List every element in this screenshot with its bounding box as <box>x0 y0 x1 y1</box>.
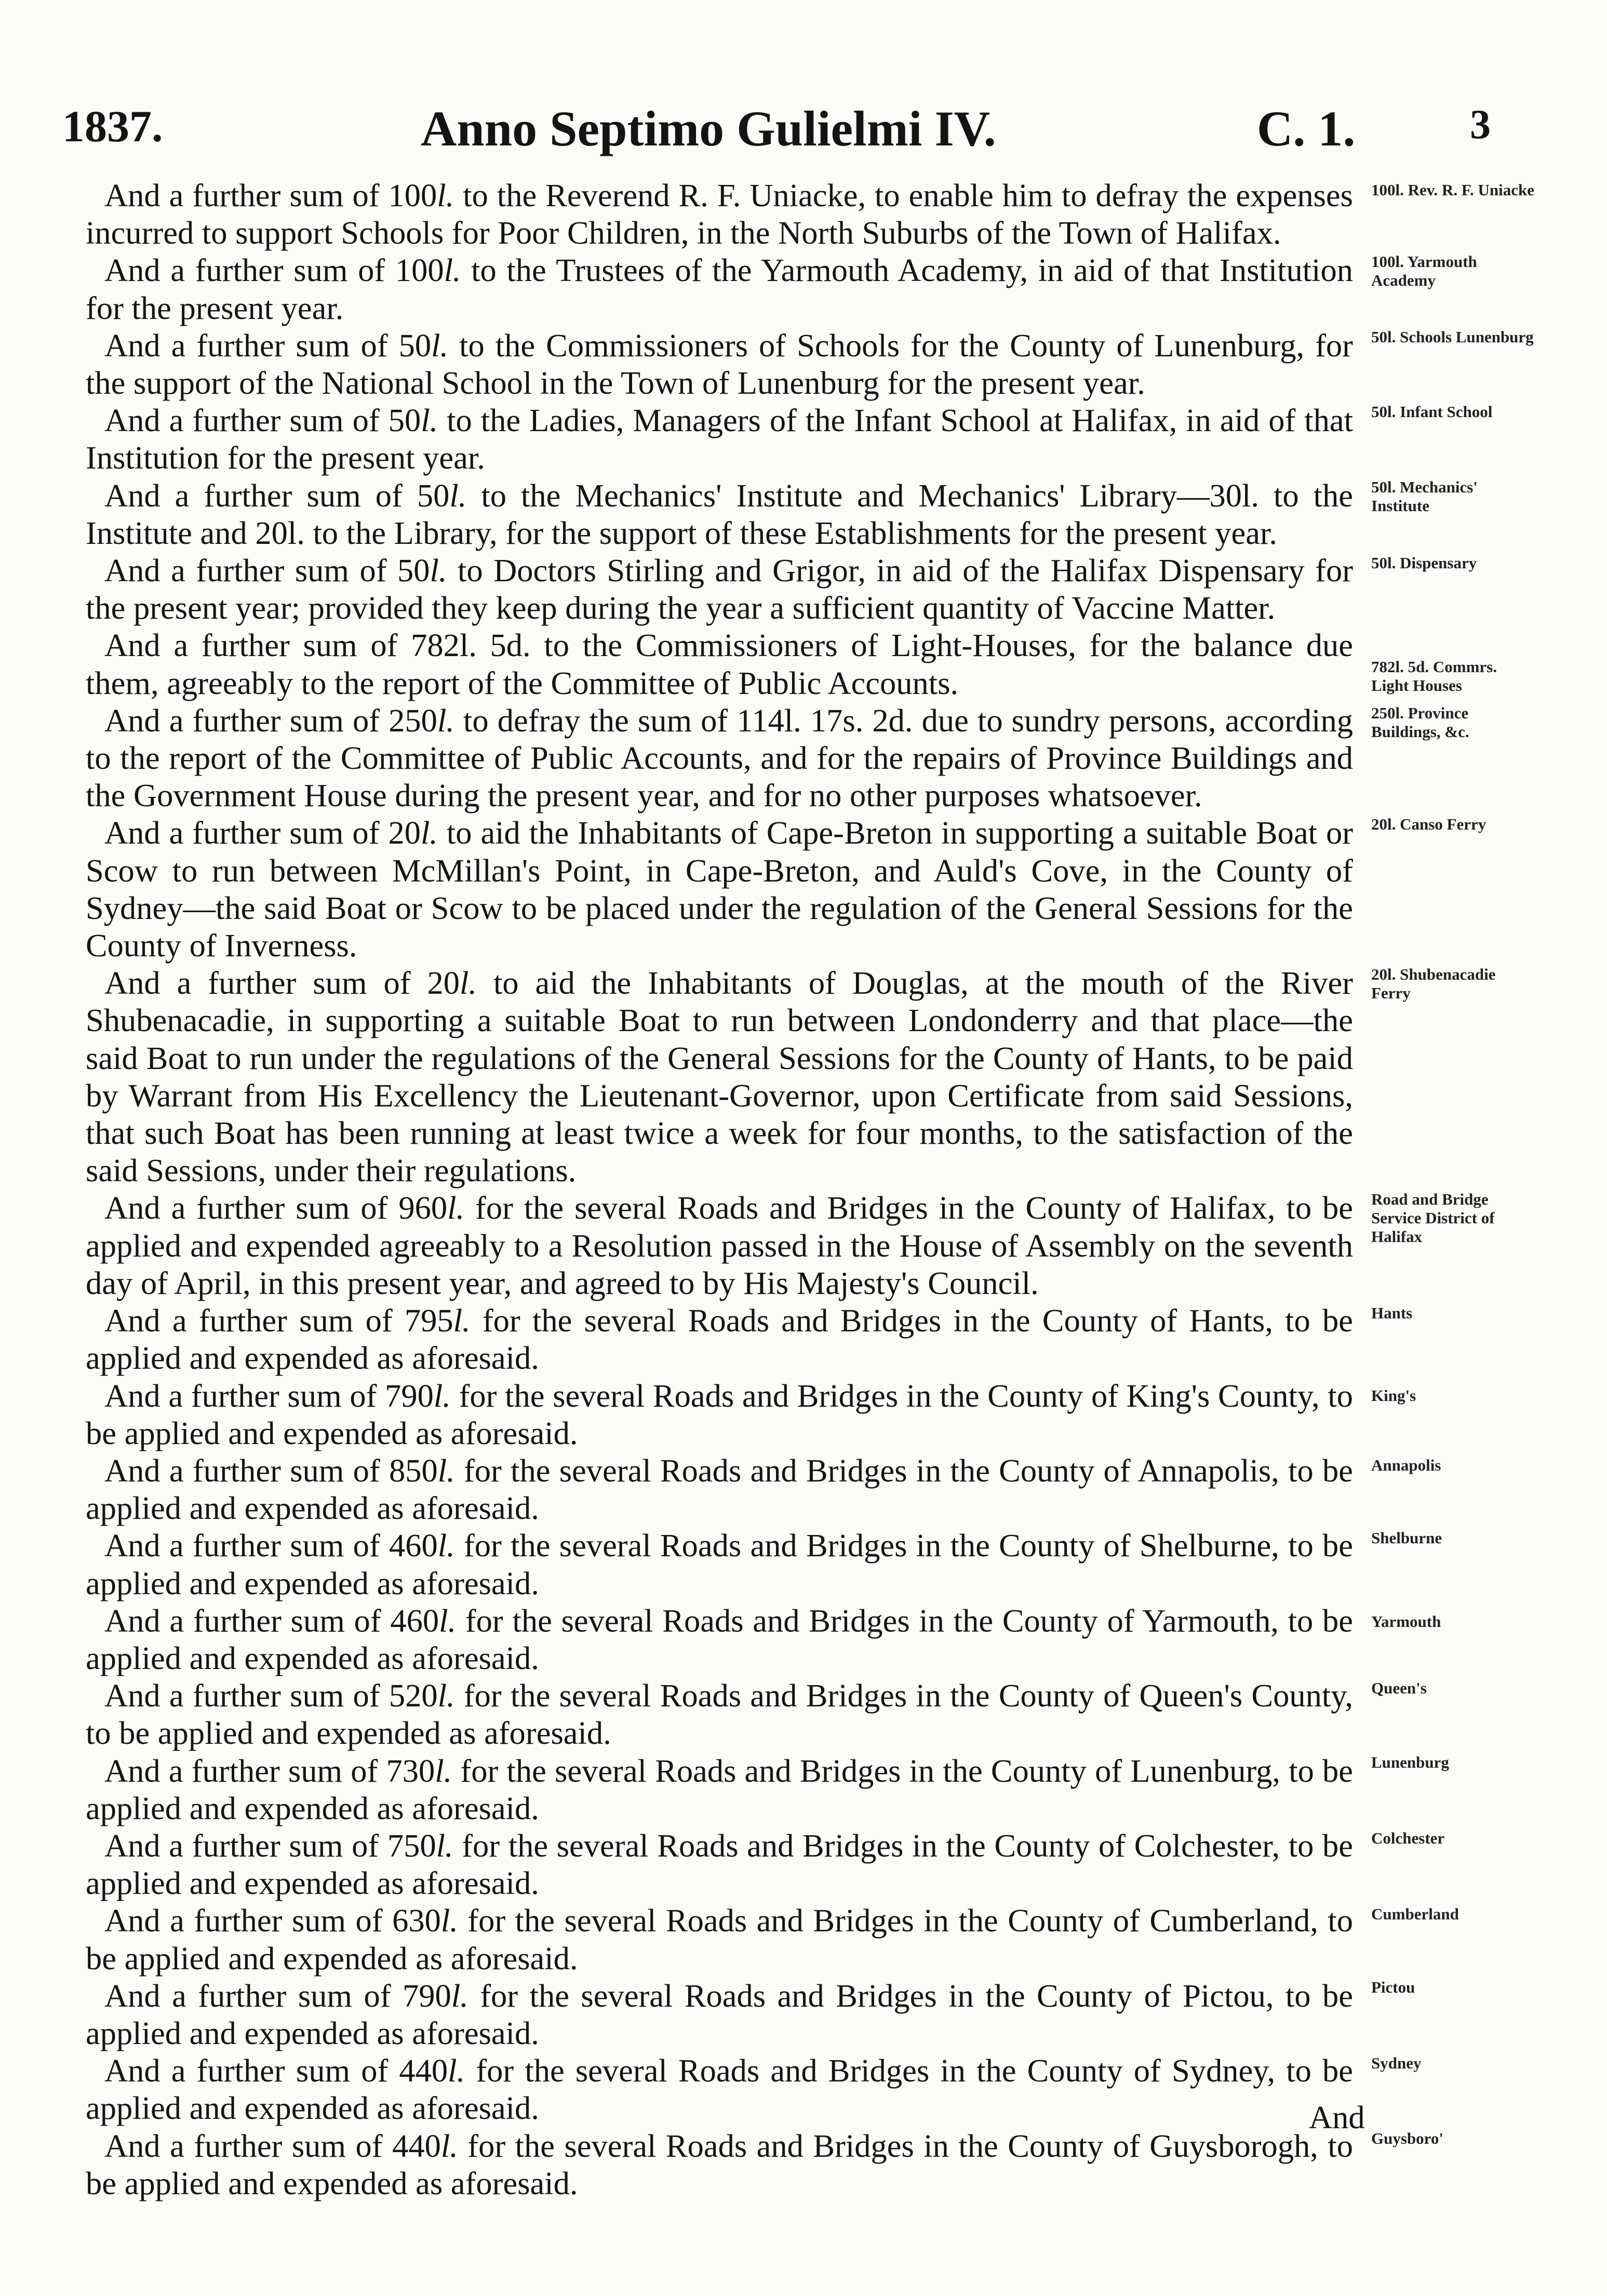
paragraph-lead: And a further sum of <box>104 815 389 851</box>
paragraph-text: for the several Roads and Bridges in the County of Cumberland, to be applied and expended as aforesaid. <box>86 1902 1354 1977</box>
pound-sign: l. <box>437 702 454 739</box>
sum-amount: 730 <box>386 1752 435 1789</box>
paragraph-text: to the Trustees of the Yarmouth Academy, in aid of that Institution for the present year. <box>86 252 1354 326</box>
margin-note: 100l. Rev. R. F. Uniacke <box>1371 181 1535 199</box>
paragraph-lead: And a further sum of <box>104 477 417 514</box>
paragraph <box>86 327 1353 402</box>
pound-sign: l. <box>451 1977 468 2014</box>
statute-body <box>86 177 1353 2202</box>
pound-sign: l. <box>440 1902 458 1939</box>
sum-amount: 20 <box>388 815 421 851</box>
paragraph-text: for the several Roads and Bridges in the County of Pictou, to be applied and expended as aforesaid. <box>86 1977 1354 2051</box>
paragraph-lead: And a further sum of <box>104 1452 389 1489</box>
header-title: Anno Septimo Gulielmi IV. <box>421 101 996 156</box>
margin-note: Road and Bridge Service District of Halifax <box>1371 1190 1495 1246</box>
paragraph-text: for the several Roads and Bridges in the County of Annapolis, to be applied and expended as aforesaid. <box>86 1452 1353 1527</box>
header-year: 1837. <box>62 101 163 151</box>
sum-amount: 790 <box>403 1977 451 2014</box>
margin-note: Guysboro' <box>1371 2129 1443 2147</box>
paragraph-text: to the Mechanics' Institute and Mechanics' Library—30l. to the Institute and 20l. to the Library, for the support of these Establishments for the present year. <box>86 477 1353 551</box>
paragraph-lead: And a further sum of <box>104 1190 399 1226</box>
margin-note: 50l. Mechanics' Institute <box>1371 478 1478 515</box>
pound-sign: l. <box>437 1452 455 1489</box>
sum-amount: 50 <box>398 327 432 364</box>
margin-note: King's <box>1371 1386 1416 1405</box>
pound-sign: l. <box>436 1827 453 1864</box>
margin-note: 50l. Schools Lunenburg <box>1371 328 1534 346</box>
paragraph <box>86 1827 1353 1902</box>
paragraph-lead: And a further sum of <box>104 965 427 1002</box>
paragraph <box>86 1527 1353 1601</box>
margin-note: 50l. Infant School <box>1371 403 1493 421</box>
paragraph <box>86 1452 1353 1527</box>
paragraph <box>86 402 1353 476</box>
sum-amount: 440 <box>392 2127 441 2164</box>
pound-sign: l. <box>444 252 461 289</box>
paragraph <box>86 1977 1353 2052</box>
paragraph <box>86 814 1353 964</box>
paragraph-lead: And a further sum of <box>104 177 389 213</box>
paragraph-text: to the Commissioners of Light-Houses, for the balance due them, agreeably to the report of the Committee of Public Accounts. <box>86 627 1353 701</box>
paragraph-lead: And a further sum of <box>104 1677 389 1714</box>
header-chapter: C. 1. <box>1257 101 1356 156</box>
paragraph <box>86 702 1353 815</box>
paragraph-lead: And a further sum of <box>104 627 411 664</box>
sum-amount: 440 <box>399 2052 448 2089</box>
paragraph-lead: And a further sum of <box>104 702 389 739</box>
margin-note: 100l. Yarmouth Academy <box>1371 252 1477 289</box>
sum-amount: 100 <box>395 252 444 289</box>
pound-sign: l. <box>437 1527 455 1564</box>
paragraph-lead: And a further sum of <box>104 1602 391 1639</box>
paragraph <box>86 477 1353 552</box>
sum-amount: 630 <box>392 1902 441 1939</box>
pound-sign: l. <box>448 2052 465 2089</box>
paragraph-text: to the Reverend R. F. Uniacke, to enable him to defray the expenses incurred to support Schools for Poor Children, in the North Suburbs of the Town of Halifax. <box>86 177 1353 251</box>
margin-note: 250l. Province Buildings, &c. <box>1371 704 1469 741</box>
margin-note: Cumberland <box>1371 1905 1459 1923</box>
margin-note: Queen's <box>1371 1679 1427 1697</box>
margin-note: Shelburne <box>1371 1529 1442 1547</box>
margin-note: Annapolis <box>1371 1456 1441 1474</box>
paragraph-text: for the several Roads and Bridges in the County of Lunenburg, to be applied and expended as aforesaid. <box>86 1752 1353 1826</box>
paragraph-lead: And a further sum of <box>104 552 398 589</box>
paragraph-text: for the several Roads and Bridges in the County of Hants, to be applied and expended as aforesaid. <box>86 1302 1353 1377</box>
pound-sign: l. <box>431 327 449 364</box>
sum-amount: 250 <box>389 702 437 739</box>
sum-amount: 50 <box>417 477 450 514</box>
sum-amount: 520 <box>389 1677 438 1714</box>
paragraph <box>86 2127 1353 2202</box>
margin-note: Colchester <box>1371 1829 1445 1847</box>
paragraph <box>86 964 1353 1189</box>
paragraph-lead: And a further sum of <box>104 2127 393 2164</box>
paragraph-text: for the several Roads and Bridges in the County of Shelburne, to be applied and expended as aforesaid. <box>86 1527 1353 1601</box>
paragraph-text: to aid the Inhabitants of Douglas, at the mouth of the River Shubenacadie, in supporting a suitable Boat to run between Londonderry and that place—the said Boat to run under the regulations of the General Sessions for the County of Hants, to be paid by Warrant from His Excellency the Lieutenant-Governor, upon Certificate from said Sessions, that such Boat has been running at least twice a week for four months, to the satisfaction of the said Sessions, under their regulations. <box>86 965 1354 1189</box>
sum-amount: 100 <box>388 177 437 213</box>
margin-note: 782l. 5d. Commrs. Light Houses <box>1371 658 1497 695</box>
sum-amount: 795 <box>404 1302 453 1339</box>
paragraph-lead: And a further sum of <box>104 1902 393 1939</box>
paragraph <box>86 1302 1353 1377</box>
pound-sign: l. <box>421 402 438 439</box>
sum-amount: 50 <box>397 552 430 589</box>
paragraph-lead: And a further sum of <box>104 1827 387 1864</box>
header-page-number: 3 <box>1470 102 1491 148</box>
paragraph <box>86 1677 1353 1752</box>
margin-note: 20l. Canso Ferry <box>1371 815 1487 833</box>
paragraph-text: for the several Roads and Bridges in the County of King's County, to be applied and expended as aforesaid. <box>86 1377 1353 1451</box>
pound-sign: l. <box>437 1677 455 1714</box>
paragraph <box>86 1902 1353 1977</box>
pound-sign: l. <box>437 177 454 213</box>
paragraph-lead: And a further sum of <box>104 1302 405 1339</box>
paragraph-lead: And a further sum of <box>104 1977 403 2014</box>
pound-sign: l. <box>430 552 447 589</box>
paragraph-text: to aid the Inhabitants of Cape-Breton in supporting a suitable Boat or Scow to run between McMillan's Point, in Cape-Breton, and Auld's Cove, in the County of Sydney—the said Boat or Scow to be placed under the regulation of the General Sessions for the County of Inverness. <box>86 815 1354 964</box>
sum-amount: 782l. 5d. <box>411 627 531 664</box>
pound-sign: l. <box>420 815 438 851</box>
sum-amount: 50 <box>388 402 421 439</box>
paragraph-lead: And a further sum of <box>104 327 399 364</box>
paragraph-text: to the Commissioners of Schools for the County of Lunenburg, for the support of the National School in the Town of Lunenburg for the present year. <box>86 327 1353 402</box>
margin-note: Yarmouth <box>1371 1612 1441 1631</box>
paragraph-text: for the several Roads and Bridges in the County of Yarmouth, to be applied and expended as aforesaid. <box>86 1602 1354 1676</box>
margin-note: 20l. Shubenacadie Ferry <box>1371 965 1496 1002</box>
pound-sign: l. <box>439 1602 457 1639</box>
pound-sign: l. <box>453 1302 471 1339</box>
paragraph <box>86 2052 1353 2127</box>
catchword: And <box>1309 2099 1365 2135</box>
margin-note: 50l. Dispensary <box>1371 554 1477 572</box>
sum-amount: 460 <box>390 1602 439 1639</box>
sum-amount: 960 <box>398 1190 448 1226</box>
paragraph-text: for the several Roads and Bridges in the County of Guysborogh, to be applied and expended as aforesaid. <box>86 2127 1354 2201</box>
paragraph <box>86 177 1353 251</box>
paragraph <box>86 1189 1353 1302</box>
paragraph <box>86 626 1353 701</box>
pound-sign: l. <box>459 965 477 1002</box>
paragraph-lead: And a further sum of <box>104 1377 385 1414</box>
paragraph <box>86 1602 1353 1677</box>
paragraph-text: for the several Roads and Bridges in the County of Queen's County, to be applied and expended as aforesaid. <box>86 1677 1354 1752</box>
margin-note: Lunenburg <box>1371 1753 1449 1771</box>
paragraph-text: for the several Roads and Bridges in the County of Halifax, to be applied and expended agreeably to a Resolution passed in the House of Assembly on the seventh day of April, in this present year, and agreed to by His Majesty's Council. <box>86 1190 1354 1301</box>
pound-sign: l. <box>449 477 467 514</box>
paragraph <box>86 1377 1353 1452</box>
paragraph-lead: And a further sum of <box>104 2052 399 2089</box>
pound-sign: l. <box>447 1190 465 1226</box>
page-header <box>62 83 1517 166</box>
paragraph <box>86 251 1353 326</box>
pound-sign: l. <box>435 1752 452 1789</box>
margin-note: Hants <box>1371 1304 1413 1322</box>
margin-note: Pictou <box>1371 1978 1415 1996</box>
margin-note: Sydney <box>1371 2054 1422 2072</box>
sum-amount: 850 <box>389 1452 438 1489</box>
paragraph-lead: And a further sum of <box>104 1527 389 1564</box>
paragraph <box>86 1752 1353 1827</box>
paragraph <box>86 552 1353 626</box>
paragraph-text: to defray the sum of 114l. 17s. 2d. due to sundry persons, according to the report of the Committee of Public Accounts, and for the repairs of Province Buildings and the Government House during the present year, and for no other purposes whatsoever. <box>86 702 1353 814</box>
sum-amount: 20 <box>427 965 460 1002</box>
sum-amount: 750 <box>387 1827 436 1864</box>
paragraph-text: to Doctors Stirling and Grigor, in aid of the Halifax Dispensary for the present year; provided they keep during the year a sufficient quantity of Vaccine Matter. <box>86 552 1354 626</box>
paragraph-lead: And a further sum of <box>104 402 389 439</box>
paragraph-text: for the several Roads and Bridges in the County of Sydney, to be applied and expended as aforesaid. <box>86 2052 1353 2127</box>
paragraph-text: for the several Roads and Bridges in the County of Colchester, to be applied and expended as aforesaid. <box>86 1827 1353 1902</box>
pound-sign: l. <box>433 1377 451 1414</box>
paragraph-lead: And a further sum of <box>104 252 395 289</box>
sum-amount: 790 <box>385 1377 434 1414</box>
paragraph-lead: And a further sum of <box>104 1752 386 1789</box>
sum-amount: 460 <box>389 1527 438 1564</box>
paragraph-text: to the Ladies, Managers of the Infant School at Halifax, in aid of that Institution for the present year. <box>86 402 1353 476</box>
pound-sign: l. <box>440 2127 458 2164</box>
